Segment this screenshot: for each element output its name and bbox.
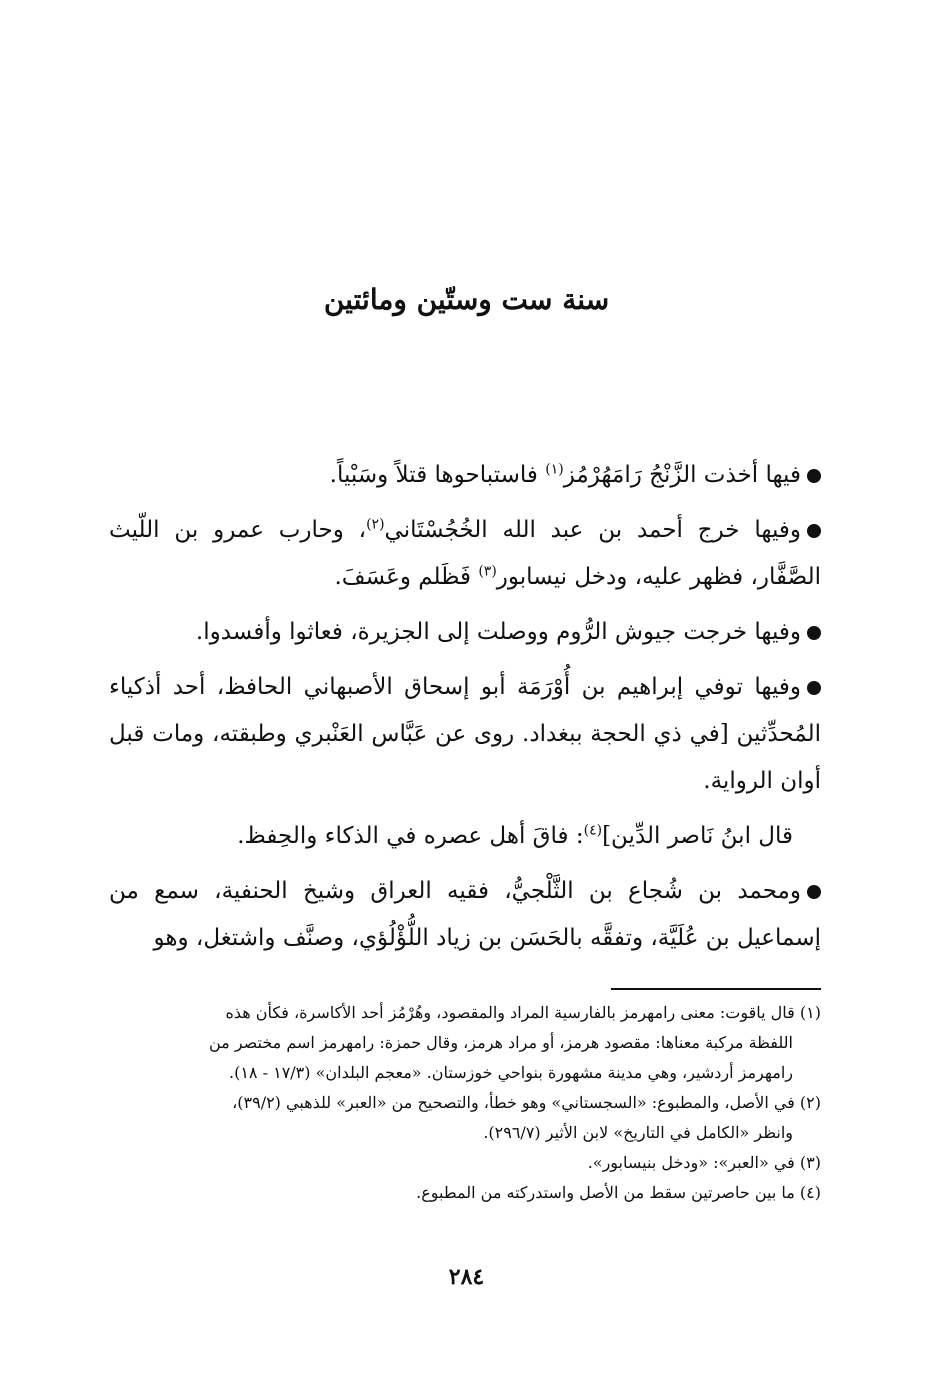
bullet-icon — [807, 885, 821, 899]
entry-paragraph — [109, 452, 821, 499]
footnote — [109, 1148, 821, 1178]
entry-text: ومحمد بن شُجاع بن الثَّلْجيُّ، فقيه العراق وشيخ الحنفية، سمع من إسماعيل بن عُلَيَّة، وتفقَّه بالحَسَن بن زياد اللُّؤْلُؤي، وصنَّف واشتغل، وهو — [109, 878, 821, 951]
footnote-separator — [611, 988, 821, 990]
bullet-icon — [807, 626, 821, 640]
entry-text: ، وحارب عمرو بن اللّيث الصَّفَّار، فظهر عليه، ودخل نيسابور — [109, 517, 821, 590]
footnote-ref: (١) — [545, 461, 564, 478]
footnote-line: (٣) في «العبر»: «ودخل بنيسابور». — [587, 1153, 821, 1172]
entry-paragraph — [109, 664, 821, 805]
chapter-title: سنة ست وستّين ومائتين — [323, 283, 610, 316]
entry-text: وفيها توفي إبراهيم بن أُوْرَمَة أبو إسحاق الأصبهاني الحافظ، أحد أذكياء المُحدِّثين [في ذي الحجة ببغداد. روى عن عَبَّاس العَنْبري وطبقته، ومات قبل أوان الرواية. — [109, 674, 821, 794]
bullet-icon — [807, 524, 821, 538]
entry-paragraph — [109, 868, 821, 962]
entry-text: فيها أخذت الزَّنْجُ رَامَهُرْمُز — [563, 462, 801, 488]
entry-paragraph — [109, 507, 821, 601]
bullet-icon — [807, 681, 821, 695]
bullet-icon — [807, 469, 821, 483]
footnote — [109, 1088, 821, 1148]
footnote-line: اللفظة مركبة معناها: مقصود هرمز، أو مراد هرمز، وقال حمزة: رامهرمز اسم مختصر من — [208, 1033, 793, 1052]
footnote — [109, 998, 821, 1088]
entry-text: قال ابنُ نَاصر الدِّين] — [602, 823, 793, 849]
footnote-line: (١) قال ياقوت: معنى رامهرمز بالفارسية المراد والمقصود، وهُرْمُز أحد الأكاسرة، فكأن هذه — [225, 1003, 821, 1022]
footnote-ref: (٢) — [366, 516, 385, 533]
entry-text: وفيها خرج أحمد بن عبد الله الخُجُسْتَاني — [384, 517, 801, 543]
quote-paragraph — [109, 813, 821, 860]
footnote-line: رامهرمز أردشير، وهي مدينة مشهورة بنواحي خوزستان. «معجم البلدان» (١٧/٣ - ١٨). — [229, 1063, 793, 1082]
footnote-ref: (٣) — [478, 563, 497, 580]
entry-text: فَظَلم وعَسَفَ. — [334, 564, 479, 590]
footnotes — [109, 998, 821, 1208]
footnote — [109, 1178, 821, 1208]
page-number: ٢٨٤ — [448, 1264, 485, 1290]
main-text — [109, 452, 821, 970]
footnote-ref: (٤) — [583, 822, 603, 839]
entry-paragraph — [109, 609, 821, 656]
entry-text: فاستباحوها قتلاً وسَبْياً. — [329, 462, 546, 488]
footnote-line: (٢) في الأصل، والمطبوع: «السجستاني» وهو خطأ، والتصحيح من «العبر» للذهبي (٣٩/٢)، — [232, 1093, 821, 1112]
footnote-line: وانظر «الكامل في التاريخ» لابن الأثير (٢٩٦/٧). — [483, 1123, 793, 1142]
footnote-line: (٤) ما بين حاصرتين سقط من الأصل واستدركته من المطبوع. — [416, 1183, 821, 1202]
entry-text: وفيها خرجت جيوش الرُّوم ووصلت إلى الجزيرة، فعاثوا وأفسدوا. — [195, 619, 801, 645]
entry-text: : فاقَ أهل عصره في الذكاء والحِفظ. — [237, 823, 584, 849]
